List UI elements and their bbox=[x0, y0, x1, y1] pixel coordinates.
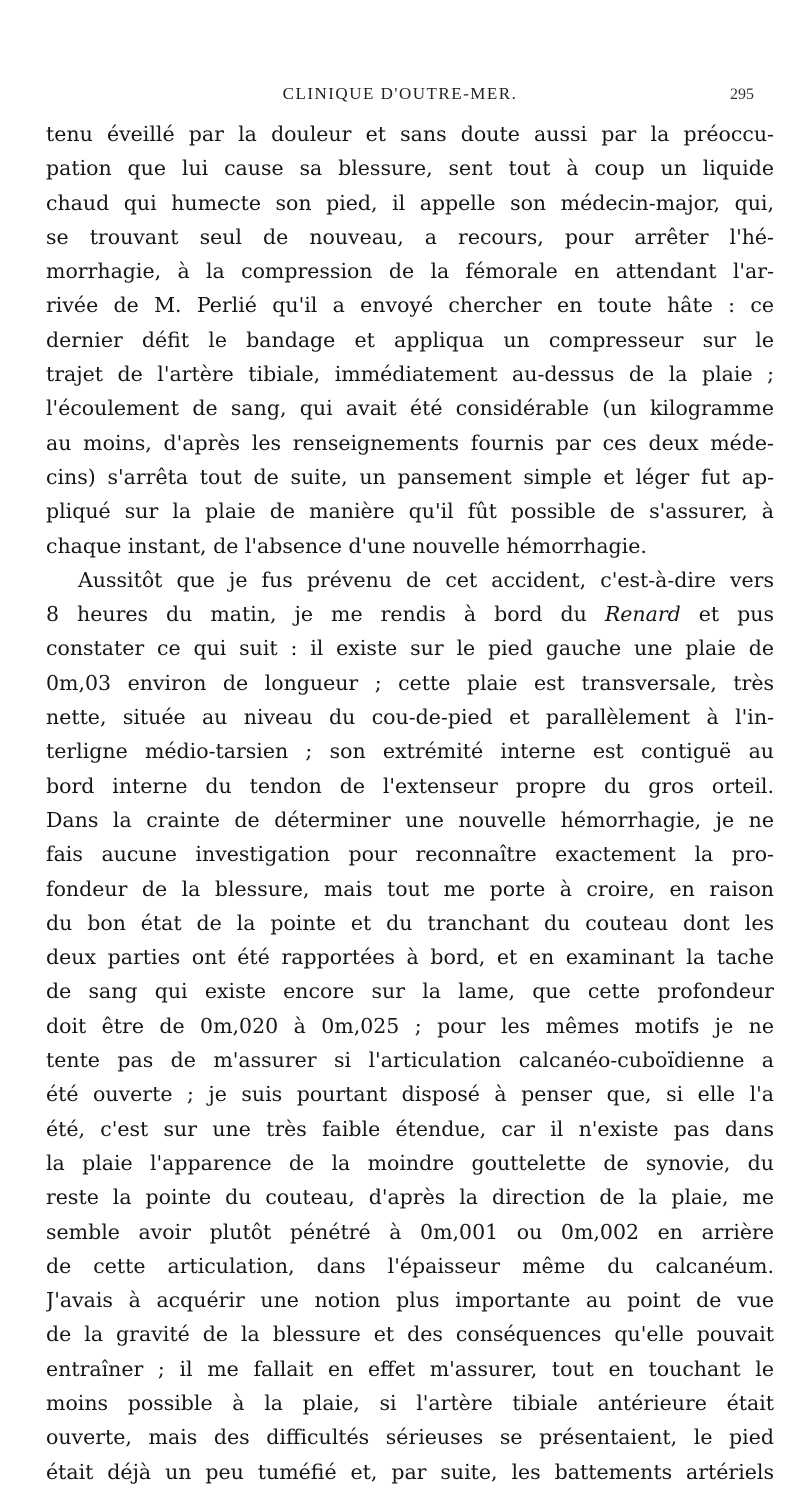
text-line: pation que lui cause sa blessure, sent tout à coup un liquide bbox=[46, 156, 774, 181]
text-line: du bon état de la pointe et du tranchant du couteau dont les bbox=[46, 910, 774, 935]
text-line: nette, située au niveau du cou-de-pied et parallèlement à l'in- bbox=[46, 705, 774, 730]
running-title: CLINIQUE D'OUTRE-MER. bbox=[282, 84, 518, 103]
text-line: morrhagie, à la compression de la fémorale en attendant l'ar- bbox=[46, 259, 774, 284]
text-line: de sang qui existe encore sur la lame, que cette profondeur bbox=[46, 979, 774, 1004]
text-line: tenu éveillé par la douleur et sans doute aussi par la préoccu- bbox=[46, 122, 774, 146]
text-line: trajet de l'artère tibiale, immédiatement au-dessus de la plaie ; bbox=[46, 362, 774, 387]
running-head bbox=[0, 84, 800, 108]
text-line: terligne médio-tarsien ; son extrémité interne est contiguë au bbox=[46, 739, 774, 764]
text-line: était déjà un peu tuméfié et, par suite, les battements artériels bbox=[46, 1459, 774, 1484]
text-line: Dans la crainte de déterminer une nouvelle hémorrhagie, je ne bbox=[46, 807, 774, 832]
text-line: l'écoulement de sang, qui avait été considérable (un kilogramme bbox=[46, 396, 774, 421]
text-line: été, c'est sur une très faible étendue, car il n'existe pas dans bbox=[46, 1116, 774, 1141]
text-line: fondeur de la blessure, mais tout me porte à croire, en raison bbox=[46, 876, 774, 901]
text-line: moins possible à la plaie, si l'artère tibiale antérieure était bbox=[46, 1390, 774, 1415]
text-line: de cette articulation, dans l'épaisseur même du calcanéum. bbox=[46, 1253, 774, 1278]
text-line: rivée de M. Perlié qu'il a envoyé chercher en toute hâte : ce bbox=[46, 293, 774, 318]
paragraph-first-line: Aussitôt que je fus prévenu de cet accident, c'est-à-dire vers bbox=[78, 567, 774, 592]
text-line: entraîner ; il me fallait en effet m'assurer, tout en touchant le bbox=[46, 1356, 774, 1381]
text-line: été ouverte ; je suis pourtant disposé à penser que, si elle l'a bbox=[46, 1082, 774, 1107]
text-line: la plaie l'apparence de la moindre gouttelette de synovie, du bbox=[46, 1150, 774, 1175]
text-fragment: 8 heures du matin, je me rendis à bord du bbox=[46, 602, 605, 627]
text-line: ouverte, mais des difficultés sérieuses se présentaient, le pied bbox=[46, 1425, 774, 1450]
text-line: au moins, d'après les renseignements fournis par ces deux méde- bbox=[46, 430, 774, 455]
ship-name-italic: Renard bbox=[604, 602, 681, 627]
text-line: tente pas de m'assurer si l'articulation calcanéo-cuboïdienne a bbox=[46, 1048, 774, 1073]
text-line: pliqué sur la plaie de manière qu'il fût possible de s'assurer, à bbox=[46, 499, 774, 524]
text-line: dernier défit le bandage et appliqua un compresseur sur le bbox=[46, 327, 774, 352]
text-line: fais aucune investigation pour reconnaître exactement la pro- bbox=[46, 842, 774, 867]
text-line: cins) s'arrêta tout de suite, un pansement simple et léger fut ap- bbox=[46, 464, 774, 489]
text-line: de la gravité de la blessure et des conséquences qu'elle pouvait bbox=[46, 1322, 774, 1347]
text-line: reste la pointe du couteau, d'après la direction de la plaie, me bbox=[46, 1185, 774, 1210]
text-line: bord interne du tendon de l'extenseur propre du gros orteil. bbox=[46, 773, 774, 798]
text-line-with-ship-name bbox=[46, 597, 774, 631]
page-number: 295 bbox=[730, 86, 754, 103]
text-line: J'avais à acquérir une notion plus importante au point de vue bbox=[46, 1288, 774, 1313]
text-line: semble avoir plutôt pénétré à 0m,001 ou 0m,002 en arrière bbox=[46, 1219, 774, 1244]
body-text bbox=[46, 117, 774, 1489]
paragraph-last-line: chaque instant, de l'absence d'une nouvelle hémorrhagie. bbox=[46, 533, 647, 558]
text-line: se trouvant seul de nouveau, a recours, pour arrêter l'hé- bbox=[46, 224, 774, 249]
text-line: 0m,03 environ de longueur ; cette plaie est transversale, très bbox=[46, 670, 774, 695]
text-line: deux parties ont été rapportées à bord, et en examinant la tache bbox=[46, 945, 774, 970]
text-line: constater ce qui suit : il existe sur le pied gauche une plaie de bbox=[46, 636, 774, 661]
text-fragment: et pus bbox=[680, 602, 774, 627]
text-line: chaud qui humecte son pied, il appelle son médecin-major, qui, bbox=[46, 190, 774, 215]
text-line: doit être de 0m,020 à 0m,025 ; pour les mêmes motifs je ne bbox=[46, 1013, 774, 1038]
